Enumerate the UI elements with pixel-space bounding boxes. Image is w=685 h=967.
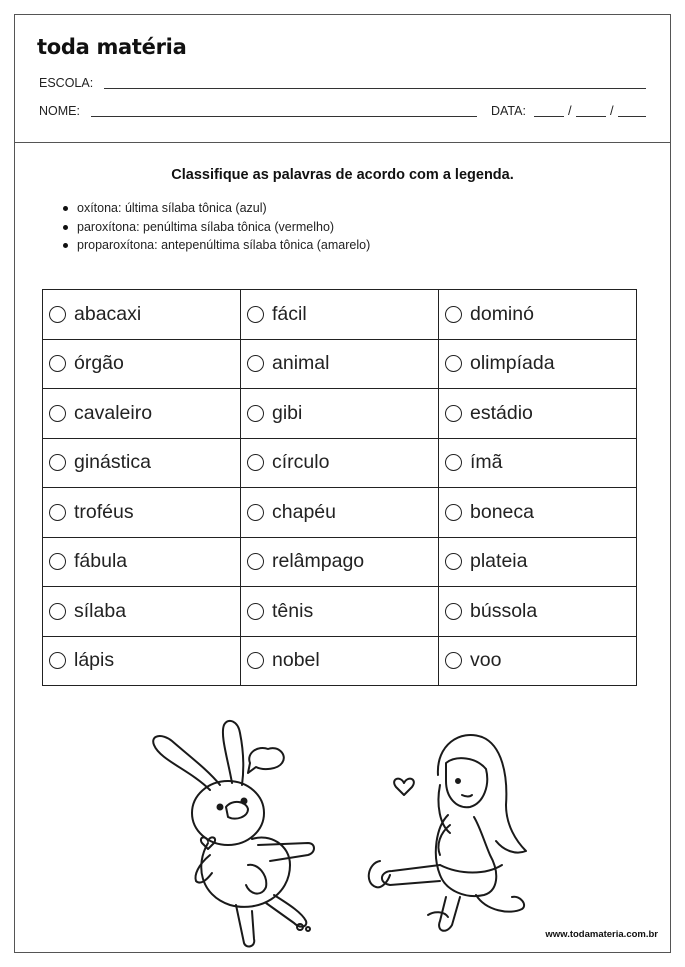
exercise-title: Classifique as palavras de acordo com a legenda. [171, 167, 514, 183]
word-label: boneca [470, 500, 534, 523]
date-separator: / [568, 103, 572, 118]
word-label: nobel [272, 649, 320, 672]
worksheet [14, 14, 671, 953]
speech-bubble-icon [248, 748, 284, 773]
heart-icon [201, 779, 414, 849]
answer-circle[interactable] [247, 454, 264, 471]
answer-circle[interactable] [247, 405, 264, 422]
word-cell[interactable] [241, 587, 439, 637]
word-cell[interactable] [241, 488, 439, 538]
word-cell[interactable] [241, 636, 439, 686]
word-cell[interactable] [241, 438, 439, 488]
answer-circle[interactable] [49, 355, 66, 372]
date-day-field[interactable] [534, 116, 564, 117]
header-divider [15, 142, 670, 143]
word-cell[interactable] [439, 438, 637, 488]
word-label: plateia [470, 550, 528, 573]
word-label: dominó [470, 302, 534, 325]
name-label: NOME: [39, 104, 80, 118]
bunny-toy-icon [153, 721, 314, 947]
legend-item-oxitona: oxítona: última sílaba tônica (azul) [61, 199, 370, 218]
legend-list [61, 199, 370, 255]
answer-circle[interactable] [445, 603, 462, 620]
word-cell[interactable] [43, 636, 241, 686]
word-label: tênis [272, 599, 314, 622]
answer-circle[interactable] [445, 553, 462, 570]
table-row [43, 488, 637, 538]
word-cell[interactable] [439, 339, 637, 389]
table-row [43, 537, 637, 587]
word-label: cavaleiro [74, 401, 153, 424]
word-label: sílaba [74, 599, 127, 622]
word-label: estádio [470, 401, 533, 424]
word-table [42, 289, 637, 686]
word-cell[interactable] [43, 438, 241, 488]
date-month-field[interactable] [576, 116, 606, 117]
word-label: relâmpago [272, 550, 365, 573]
answer-circle[interactable] [49, 603, 66, 620]
word-label: ímã [470, 451, 503, 474]
table-row [43, 438, 637, 488]
word-label: órgão [74, 352, 124, 375]
answer-circle[interactable] [247, 306, 264, 323]
brand-logo: toda matéria [37, 35, 187, 59]
word-label: bússola [470, 599, 538, 622]
word-label: voo [470, 649, 502, 672]
answer-circle[interactable] [247, 553, 264, 570]
school-label: ESCOLA: [39, 76, 94, 90]
word-label: círculo [272, 451, 330, 474]
table-row [43, 636, 637, 686]
answer-circle[interactable] [49, 306, 66, 323]
answer-circle[interactable] [445, 652, 462, 669]
table-row [43, 389, 637, 439]
answer-circle[interactable] [49, 504, 66, 521]
word-cell[interactable] [439, 290, 637, 340]
word-cell[interactable] [43, 290, 241, 340]
table-row [43, 587, 637, 637]
answer-circle[interactable] [247, 504, 264, 521]
date-year-field[interactable] [618, 116, 646, 117]
word-cell[interactable] [439, 389, 637, 439]
word-cell[interactable] [43, 339, 241, 389]
word-label: lápis [74, 649, 115, 672]
date-label: DATA: [491, 104, 526, 118]
word-cell[interactable] [439, 488, 637, 538]
word-cell[interactable] [439, 537, 637, 587]
date-separator: / [610, 103, 614, 118]
word-cell[interactable] [43, 537, 241, 587]
school-field[interactable] [104, 88, 646, 89]
word-cell[interactable] [43, 389, 241, 439]
word-cell[interactable] [241, 290, 439, 340]
name-field[interactable] [91, 116, 477, 117]
word-label: chapéu [272, 500, 336, 523]
word-cell[interactable] [241, 537, 439, 587]
word-label: ginástica [74, 451, 151, 474]
answer-circle[interactable] [247, 652, 264, 669]
word-label: troféus [74, 500, 134, 523]
answer-circle[interactable] [49, 454, 66, 471]
word-label: gibi [272, 401, 303, 424]
word-label: animal [272, 352, 330, 375]
answer-circle[interactable] [247, 603, 264, 620]
website-link[interactable]: www.todamateria.com.br [545, 929, 658, 940]
word-label: fácil [272, 302, 307, 325]
answer-circle[interactable] [49, 553, 66, 570]
word-cell[interactable] [241, 339, 439, 389]
answer-circle[interactable] [445, 306, 462, 323]
toys-illustration [140, 715, 540, 950]
word-cell[interactable] [241, 389, 439, 439]
answer-circle[interactable] [49, 405, 66, 422]
word-cell[interactable] [439, 636, 637, 686]
legend-item-proparoxitona: proparoxítona: antepenúltima sílaba tônica (amarelo) [61, 236, 370, 255]
word-cell[interactable] [43, 488, 241, 538]
word-cell[interactable] [439, 587, 637, 637]
answer-circle[interactable] [445, 454, 462, 471]
legend-item-paroxitona: paroxítona: penúltima sílaba tônica (vermelho) [61, 218, 370, 237]
answer-circle[interactable] [247, 355, 264, 372]
answer-circle[interactable] [445, 355, 462, 372]
doll-icon [369, 735, 526, 931]
answer-circle[interactable] [445, 405, 462, 422]
answer-circle[interactable] [445, 504, 462, 521]
word-label: fábula [74, 550, 128, 573]
table-row [43, 339, 637, 389]
word-label: olimpíada [470, 352, 555, 375]
word-label: abacaxi [74, 302, 142, 325]
table-row [43, 290, 637, 340]
word-cell[interactable] [43, 587, 241, 637]
answer-circle[interactable] [49, 652, 66, 669]
